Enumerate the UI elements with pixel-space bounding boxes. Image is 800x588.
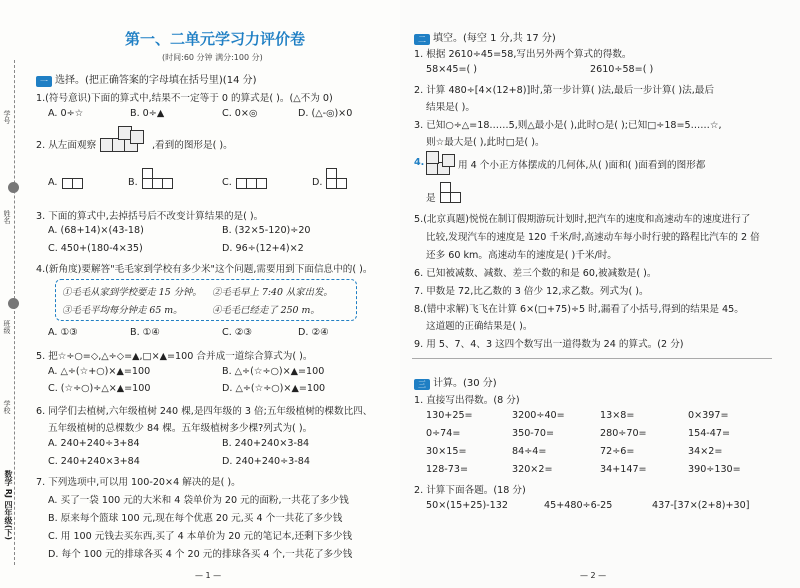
option-c: C. [222,177,232,188]
mental-item: 0×397= [688,410,729,421]
right-page [400,0,800,588]
expression: 50×(15+25)-132 [426,500,508,511]
option-b: B. (32×5-120)÷20 [222,225,311,236]
mental-item: 350-70= [512,428,555,439]
fill-3-line1: 3. 已知○÷△=18……5,则△最小是( ),此时○是( );已知□÷18=5……☆, [414,120,722,131]
question-3: 3. 下面的算式中,去掉括号后不改变计算结果的是( )。 [36,211,264,222]
question-2-part2: ,看到的图形是( )。 [152,140,233,151]
question-1: 1.(符号意识)下面的算式中,结果不一定等于 0 的算式是( )。(△不为 0) [36,93,333,104]
binding-spine [0,0,30,588]
option-a: A. 240+240÷3+84 [48,438,140,449]
fill-6: 6. 已知被减数、减数、差三个数的和是 60,被减数是( )。 [414,268,657,279]
info-2: ②毛毛早上 7:40 从家出发。 [212,287,333,298]
fill-5-line3: 还多 60 km。高速动车的速度是( )千米/时。 [426,250,617,261]
spine-label: 班级 [3,320,11,334]
spine-label: 姓名 [3,210,11,224]
calc-1: 1. 直接写出得数。(8 分) [414,395,520,406]
mental-item: 280÷70= [600,428,647,439]
mental-item: 72÷6= [600,446,635,457]
page-number: — 1 — [195,571,222,580]
expression: 437-[37×(2+8)+30] [652,500,750,511]
mental-item: 13×8= [600,410,635,421]
question-7: 7. 下列选项中,可以用 100-20×4 解决的是( )。 [36,477,241,488]
option-b: B. 0÷▲ [130,108,165,119]
option-c: C. (☆÷○)÷△×▲=100 [48,383,151,394]
question-4: 4.(新角度)要解答"毛毛家到学校有多少米"这个问题,需要用到下面信息中的( )。 [36,264,373,275]
option-b: B. 240+240×3-84 [222,438,310,449]
fill-4-line1: 用 4 个小正方体摆成的几何体,从( )面和( )面看到的图形都 [458,160,706,171]
mental-item: 30×15= [426,446,467,457]
option-d: D. 240+240÷3-84 [222,456,310,467]
fill-9: 9. 用 5、7、4、3 这四个数写出一道得数为 24 的算式。(2 分) [414,339,684,350]
cut-line [14,60,15,565]
option-c: C. ②③ [222,327,252,338]
cube-figure-icon [426,148,456,176]
fill-7: 7. 甲数是 72,比乙数的 3 倍少 12,求乙数。列式为( )。 [414,286,649,297]
page-title: 第一、二单元学习力评价卷 [125,30,306,48]
fill-1a: 58×45=( ) [426,64,478,75]
mental-item: 3200÷40= [512,410,565,421]
option-b: B. [128,177,138,188]
option-a: A. △÷(☆+○)×▲=100 [48,366,151,377]
option-a: A. ①③ [48,327,78,338]
cube-figure-icon [100,124,150,156]
expression: 45+480÷6-25 [544,500,613,511]
spine-label: 学校 [3,400,11,414]
fill-2-line2: 结果是( )。 [426,102,475,113]
fill-2-line1: 2. 计算 480÷[4×(12+8)]时,第一步计算( )法,最后一步计算( )法,最后 [414,85,714,96]
page-subtitle: (时间:60 分钟 满分:100 分) [162,53,263,62]
grade-label: 数学 RJ 四年级(下) [4,470,13,541]
fill-3-line2: 则☆最大是( ),此时□是( )。 [426,137,545,148]
section-number-icon: 二 [414,34,430,45]
mental-item: 0÷74= [426,428,461,439]
option-c: C. 用 100 元钱去买东西,买了 4 本单价为 20 元的笔记本,还剩下多少钱 [48,531,353,542]
option-c: C. 240+240×3+84 [48,456,140,467]
option-b: B. △÷(☆÷○)×▲=100 [222,366,325,377]
mental-item: 320×2= [512,464,553,475]
info-1: ①毛毛从家到学校要走 15 分钟。 [62,287,202,298]
option-a: A. 买了一袋 100 元的大米和 4 袋单价为 20 元的面粉,一共花了多少钱 [48,495,349,506]
question-2-part1: 2. 从左面观察 [36,140,97,151]
option-d: D. 每个 100 元的排球各买 4 个 20 元的排球各买 4 个,一共花了多少钱 [48,549,353,560]
fill-5-line2: 比较,发现汽车的速度是 120 千米/时,高速动车每小时行驶的路程比汽车的 2 倍 [426,232,760,243]
question-6-line2: 五年级植树的总棵数少 84 棵。五年级植树多少棵?列式为( )。 [48,423,313,434]
option-a: A. 0÷☆ [48,108,84,119]
section-heading-choice: 一 选择。(把正确答案的字母填在括号里)(14 分) [36,71,257,87]
mental-item: 34+147= [600,464,647,475]
option-d: D. ②④ [298,327,329,338]
fill-5-line1: 5.(北京真题)悦悦在制订假期游玩计划时,把汽车的速度和高速动车的速度进行了 [414,214,751,225]
option-b: B. ①④ [130,327,160,338]
option-d: D. 96÷(12+4)×2 [222,243,304,254]
mental-item: 390÷130= [688,464,741,475]
page-number: — 2 — [580,571,607,580]
option-d: D. (△-◎)×0 [298,108,353,119]
option-a: A. [48,177,58,188]
section-number-icon: 三 [414,379,430,390]
option-d: D. △÷(☆÷○)×▲=100 [222,383,326,394]
binding-hole [8,182,19,193]
mental-item: 154-47= [688,428,731,439]
question-6-line1: 6. 同学们去植树,六年级植树 240 棵,是四年级的 3 倍;五年级植树的棵数比四、 [36,406,373,417]
section-heading-calc: 三 计算。(30 分) [414,374,497,390]
option-c: C. 0×◎ [222,108,258,119]
fill-4-number: 4. [414,157,425,168]
option-d: D. [312,177,323,188]
fill-4-line2: 是 [426,193,436,204]
mental-item: 34×2= [688,446,723,457]
fill-8-line1: 8.(错中求解)飞飞在计算 6×(□+75)÷5 时,漏看了小括号,得到的结果是 45。 [414,304,744,315]
question-5: 5. 把☆÷○=◇,△÷◇=▲,□×▲=100 合并成一道综合算式为( )。 [36,351,313,362]
mental-item: 128-73= [426,464,469,475]
fill-1b: 2610÷58=( ) [590,64,654,75]
binding-hole [8,298,19,309]
option-c: C. 450+(180-4×35) [48,243,143,254]
info-4: ④毛毛已经走了 250 m。 [212,305,320,316]
spine-label: 学号 [3,110,11,124]
mental-item: 130+25= [426,410,473,421]
fill-8-line2: 这道题的正确结果是( )。 [426,321,533,332]
section-number-icon: 一 [36,76,52,87]
fill-1: 1. 根据 2610÷45=58,写出另外两个算式的得数。 [414,49,632,60]
calc-2: 2. 计算下面各题。(18 分) [414,485,526,496]
mental-item: 84÷4= [512,446,547,457]
section-heading-fill: 二 填空。(每空 1 分,共 17 分) [414,29,556,45]
section-divider [412,358,772,359]
option-b: B. 原来每个篮球 100 元,现在每个优惠 20 元,买 4 个一共花了多少钱 [48,513,343,524]
info-3: ③毛毛平均每分钟走 65 m。 [62,305,183,316]
option-a: A. (68+14)×(43-18) [48,225,144,236]
info-box [55,279,357,321]
